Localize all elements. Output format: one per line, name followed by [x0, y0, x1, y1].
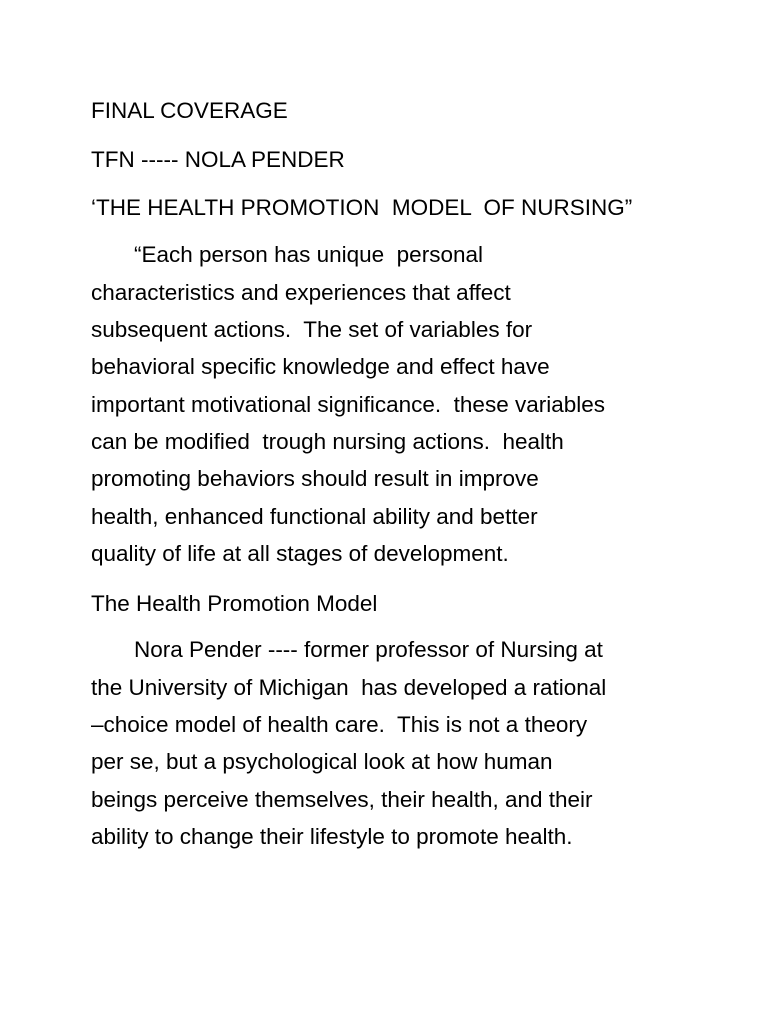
- heading-tfn-author: TFN ----- NOLA PENDER: [91, 147, 345, 172]
- paragraph1-line: quality of life at all stages of development.: [91, 541, 509, 566]
- paragraph1-line: can be modified trough nursing actions. health: [91, 429, 564, 454]
- subheading-health-promotion-model: The Health Promotion Model: [91, 591, 378, 616]
- paragraph1-line: characteristics and experiences that affect: [91, 280, 511, 305]
- paragraph2-line: –choice model of health care. This is not a theory: [91, 712, 588, 737]
- paragraph2-line: beings perceive themselves, their health, and their: [91, 787, 593, 812]
- heading-final-coverage: FINAL COVERAGE: [91, 98, 288, 123]
- paragraph1-line: subsequent actions. The set of variables for: [91, 317, 533, 342]
- heading-model-title: ‘THE HEALTH PROMOTION MODEL OF NURSING”: [91, 195, 633, 220]
- paragraph2-line: per se, but a psychological look at how human: [91, 749, 553, 774]
- paragraph1-line: promoting behaviors should result in improve: [91, 466, 539, 491]
- paragraph2-line: the University of Michigan has developed a rational: [91, 675, 607, 700]
- paragraph2-line: ability to change their lifestyle to promote health.: [91, 824, 573, 849]
- paragraph1-line: “Each person has unique personal: [134, 242, 483, 267]
- paragraph1-line: health, enhanced functional ability and better: [91, 504, 538, 529]
- paragraph2-line: Nora Pender ---- former professor of Nursing at: [134, 637, 603, 662]
- paragraph1-line: behavioral specific knowledge and effect have: [91, 354, 550, 379]
- paragraph1-line: important motivational significance. these variables: [91, 392, 606, 417]
